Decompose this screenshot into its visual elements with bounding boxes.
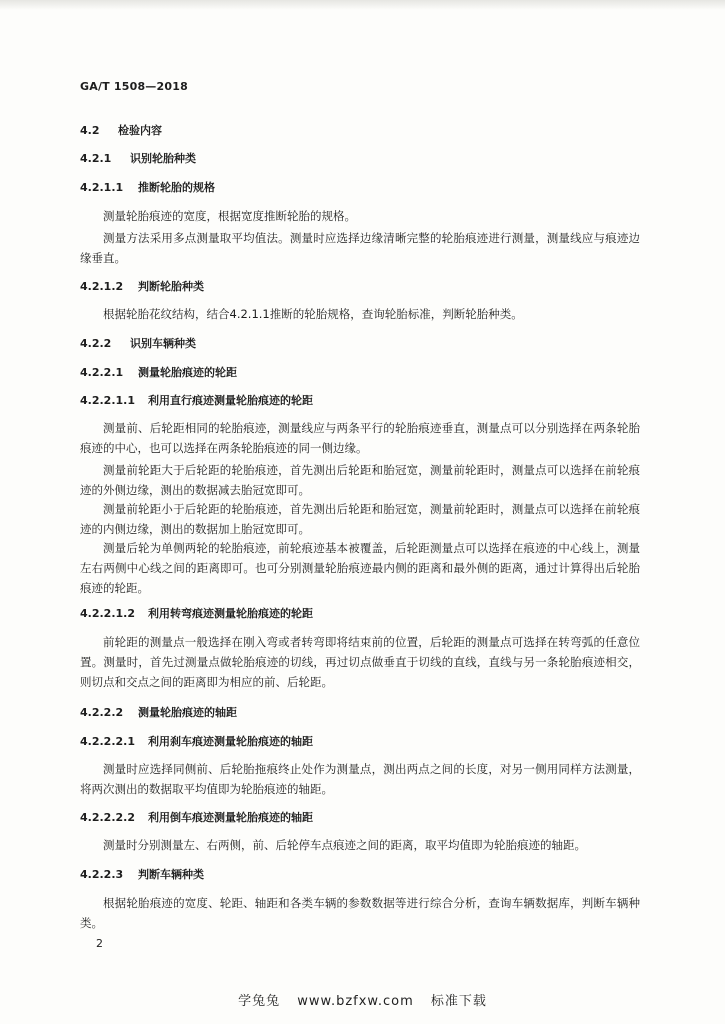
section-title: 利用刹车痕迹测量轮胎痕迹的轴距 (148, 735, 313, 748)
section-heading-4-2-2-3 (80, 868, 640, 882)
section-number: 4.2.1.2 (80, 280, 124, 293)
section-number: 4.2.2.2 (80, 706, 124, 719)
paragraph: 测量后轮为单侧两轮的轮胎痕迹，前轮痕迹基本被覆盖，后轮距测量点可以选择在痕迹的中心线上，测量左右两侧中心线之间的距离即可。也可分别测量轮胎痕迹最内侧的距离和最外侧的距离，通过计算得出后轮胎痕迹的轮距。 (80, 541, 640, 595)
section-title: 测量轮胎痕迹的轮距 (138, 366, 237, 379)
paragraph: 根据轮胎痕迹的宽度、轮距、轴距和各类车辆的参数数据等进行综合分析，查询车辆数据库，判断车辆种类。 (80, 896, 640, 930)
section-heading-4-2 (80, 124, 640, 138)
page-number: 2 (96, 937, 103, 950)
section-heading-4-2-1-2 (80, 280, 640, 294)
section-number: 4.2.2 (80, 337, 112, 350)
section-number: 4.2.2.2.2 (80, 811, 135, 824)
section-heading-4-2-2-1-2 (80, 607, 640, 621)
section-number: 4.2.2.3 (80, 868, 124, 881)
section-title: 判断车辆种类 (138, 868, 204, 881)
section-heading-4-2-2-2-1 (80, 735, 640, 749)
section-number: 4.2.2.1.2 (80, 607, 135, 620)
section-number: 4.2.1 (80, 152, 112, 165)
section-number: 4.2 (80, 124, 100, 137)
section-heading-4-2-2-2-2 (80, 811, 640, 825)
paragraph: 测量前、后轮距相同的轮胎痕迹，测量线应与两条平行的轮胎痕迹垂直，测量点可以分别选择在两条轮胎痕迹的中心，也可以选择在两条轮胎痕迹的同一侧边缘。 (80, 421, 640, 455)
section-number: 4.2.2.1.1 (80, 394, 135, 407)
paragraph: 测量时分别测量左、右两侧，前、后轮停车点痕迹之间的距离，取平均值即为轮胎痕迹的轴距。 (103, 838, 586, 852)
section-number: 4.2.2.1 (80, 366, 124, 379)
section-title: 识别轮胎种类 (130, 152, 196, 165)
section-title: 利用倒车痕迹测量轮胎痕迹的轴距 (148, 811, 313, 824)
section-title: 识别车辆种类 (130, 337, 196, 350)
footer-url[interactable]: www.bzfxw.com (297, 994, 414, 1009)
section-heading-4-2-2-1 (80, 366, 640, 380)
footer-watermark (0, 990, 725, 1009)
footer-site-name: 学兔兔 (238, 994, 281, 1009)
section-title: 判断轮胎种类 (138, 280, 204, 293)
footer-tagline: 标准下载 (430, 994, 487, 1009)
paragraph: 测量时应选择同侧前、后轮胎拖痕终止处作为测量点，测出两点之间的长度，对另一侧用同样方法测量，将两次测出的数据取平均值即为轮胎痕迹的轴距。 (80, 762, 640, 796)
section-title: 测量轮胎痕迹的轴距 (138, 706, 237, 719)
section-title: 推断轮胎的规格 (138, 181, 215, 194)
section-title: 利用转弯痕迹测量轮胎痕迹的轮距 (148, 607, 313, 620)
section-title: 利用直行痕迹测量轮胎痕迹的轮距 (148, 394, 313, 407)
paragraph: 测量方法采用多点测量取平均值法。测量时应选择边缘清晰完整的轮胎痕迹进行测量，测量线应与痕迹边缘垂直。 (80, 231, 640, 265)
paragraph: 测量前轮距大于后轮距的轮胎痕迹，首先测出后轮距和胎冠宽，测量前轮距时，测量点可以选择在前轮痕迹的外侧边缘，测出的数据减去胎冠宽即可。 (80, 463, 640, 497)
section-heading-4-2-1-1 (80, 181, 640, 195)
paragraph: 测量轮胎痕迹的宽度，根据宽度推断轮胎的规格。 (103, 209, 356, 223)
section-heading-4-2-2 (80, 337, 640, 351)
section-heading-4-2-2-1-1 (80, 394, 640, 408)
scan-edge (0, 0, 725, 10)
section-heading-4-2-2-2 (80, 706, 640, 720)
paragraph: 根据轮胎花纹结构，结合4.2.1.1推断的轮胎规格，查询轮胎标准，判断轮胎种类。 (103, 307, 523, 321)
standard-number: GA/T 1508—2018 (80, 80, 188, 93)
section-number: 4.2.2.2.1 (80, 735, 135, 748)
section-number: 4.2.1.1 (80, 181, 124, 194)
paragraph: 前轮距的测量点一般选择在刚入弯或者转弯即将结束前的位置，后轮距的测量点可选择在转弯弧的任意位置。测量时，首先过测量点做轮胎痕迹的切线，再过切点做垂直于切线的直线，直线与另一条轮胎痕迹相交，则切点和交点之间的距离即为相应的前、后轮距。 (80, 635, 640, 689)
paragraph: 测量前轮距小于后轮距的轮胎痕迹，首先测出后轮距和胎冠宽，测量前轮距时，测量点可以选择在前轮痕迹的内侧边缘，测出的数据加上胎冠宽即可。 (80, 502, 640, 536)
section-title: 检验内容 (118, 124, 162, 137)
section-heading-4-2-1 (80, 152, 640, 166)
